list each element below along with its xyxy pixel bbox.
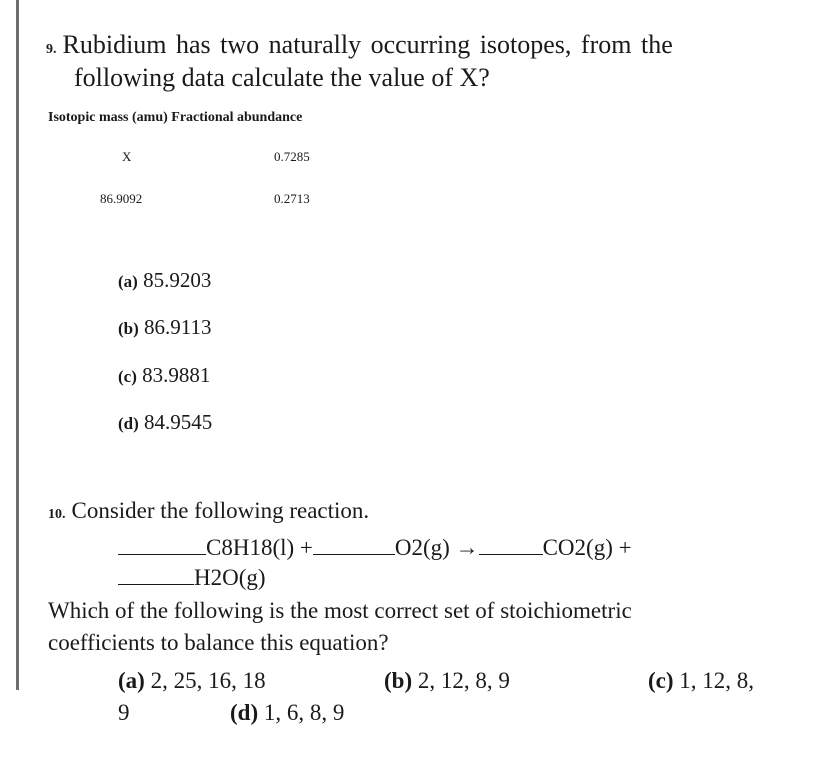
- equation-line-2: [118, 565, 266, 591]
- q10-option-d-value: 1, 6, 8, 9: [263, 700, 345, 725]
- table-cell-mass-1: X: [122, 149, 132, 164]
- question-10-line-1: [48, 498, 369, 524]
- q9-option-a[interactable]: (a) 85.9203: [118, 268, 212, 292]
- reactant-octane: C8H18(l) +: [206, 535, 313, 560]
- question-10-number: 10.: [48, 507, 66, 522]
- coefficient-blank-3[interactable]: [479, 553, 543, 555]
- q10-option-a-value: 2, 25, 16, 18: [150, 668, 266, 693]
- coefficient-blank-2[interactable]: [313, 553, 395, 555]
- table-header-row: [48, 110, 302, 126]
- q10-option-c-wrap: 9: [118, 700, 130, 725]
- question-10-line-3: coefficients to balance this equation?: [48, 630, 389, 655]
- header-isotopic-mass: Isotopic mass (amu): [48, 110, 168, 125]
- table-cell-abundance-1: 0.7285: [274, 149, 310, 164]
- q9-option-d-value: 84.9545: [144, 410, 213, 434]
- reactant-oxygen: O2(g) →: [394, 535, 479, 560]
- question-10-line-2: Which of the following is the most correct set of stoichiometric: [48, 598, 632, 623]
- equation-line-1: [118, 535, 632, 561]
- question-9-text-1: Rubidium has two naturally occurring isotopes, from the: [62, 30, 673, 59]
- q9-option-c-value: 83.9881: [142, 363, 211, 387]
- question-10-text-1: Consider the following reaction.: [71, 498, 370, 523]
- q9-option-c[interactable]: (c) 83.9881: [118, 363, 211, 387]
- product-water: H2O(g): [194, 565, 266, 590]
- coefficient-blank-1[interactable]: [118, 553, 206, 555]
- q10-option-d[interactable]: (d) 1, 6, 8, 9: [230, 700, 345, 725]
- q9-option-b[interactable]: (b) 86.9113: [118, 315, 212, 339]
- question-9-number: 9.: [46, 42, 57, 57]
- question-9-line-2: following data calculate the value of X?: [74, 63, 490, 92]
- table-cell-mass-2: 86.9092: [100, 191, 143, 206]
- q10-option-c-value: 1, 12, 8,: [679, 668, 755, 693]
- product-carbon-dioxide: CO2(g) +: [542, 535, 632, 560]
- q10-option-b-value: 2, 12, 8, 9: [417, 668, 510, 693]
- header-fractional-abundance: Fractional abundance: [171, 110, 303, 125]
- question-9-line-1: [46, 30, 673, 60]
- q10-option-c[interactable]: (c) 1, 12, 8,: [648, 668, 755, 693]
- q9-option-b-value: 86.9113: [144, 315, 212, 339]
- coefficient-blank-4[interactable]: [118, 583, 194, 585]
- q9-option-d[interactable]: (d) 84.9545: [118, 410, 213, 434]
- q10-option-a[interactable]: (a) 2, 25, 16, 18: [118, 668, 266, 693]
- q9-option-a-value: 85.9203: [143, 268, 212, 292]
- page-margin-bar: [16, 0, 19, 690]
- table-cell-abundance-2: 0.2713: [274, 191, 310, 206]
- q10-option-b[interactable]: (b) 2, 12, 8, 9: [384, 668, 510, 693]
